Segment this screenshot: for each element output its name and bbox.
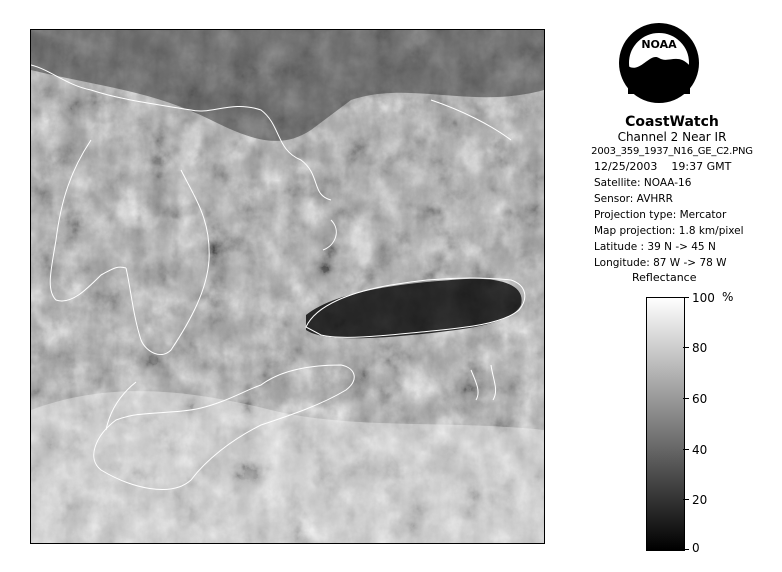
sensor-line: Sensor: AVHRR [594, 193, 673, 205]
map-projection-line: Map projection: 1.8 km/pixel [594, 225, 744, 237]
colorbar-ticks [683, 291, 743, 555]
colorbar-tick [683, 449, 689, 450]
tick-label-40: 40 [692, 443, 708, 457]
colorbar-label: Reflectance [632, 271, 697, 284]
satellite-imagery-svg [31, 30, 544, 543]
colorbar-tick [683, 347, 689, 348]
tick-label-80: 80 [692, 341, 708, 355]
projection-type-line: Projection type: Mercator [594, 209, 727, 221]
satellite-line: Satellite: NOAA-16 [594, 177, 692, 189]
noaa-seal-icon [618, 22, 700, 104]
colorbar-tick [683, 398, 689, 399]
satellite-image [30, 29, 545, 544]
tick-label-100: 100 [692, 291, 715, 305]
acquisition-datetime: 12/25/2003 19:37 GMT [594, 160, 732, 173]
file-name: 2003_359_1937_N16_GE_C2.PNG [591, 146, 753, 157]
tick-label-60: 60 [692, 392, 708, 406]
product-title: CoastWatch [625, 114, 719, 130]
tick-label-0: 0 [692, 541, 700, 555]
svg-text:NOAA: NOAA [641, 38, 677, 51]
longitude-line: Longitude: 87 W -> 78 W [594, 257, 727, 269]
info-panel [572, 114, 772, 271]
colorbar-unit: % [722, 290, 734, 304]
channel-subtitle: Channel 2 Near IR [617, 130, 727, 144]
noaa-logo [618, 22, 700, 104]
reflectance-colorbar [646, 297, 685, 551]
colorbar-tick [683, 297, 689, 298]
colorbar-tick [683, 499, 689, 500]
latitude-line: Latitude : 39 N -> 45 N [594, 241, 716, 253]
colorbar-tick [683, 549, 689, 550]
tick-label-20: 20 [692, 493, 708, 507]
